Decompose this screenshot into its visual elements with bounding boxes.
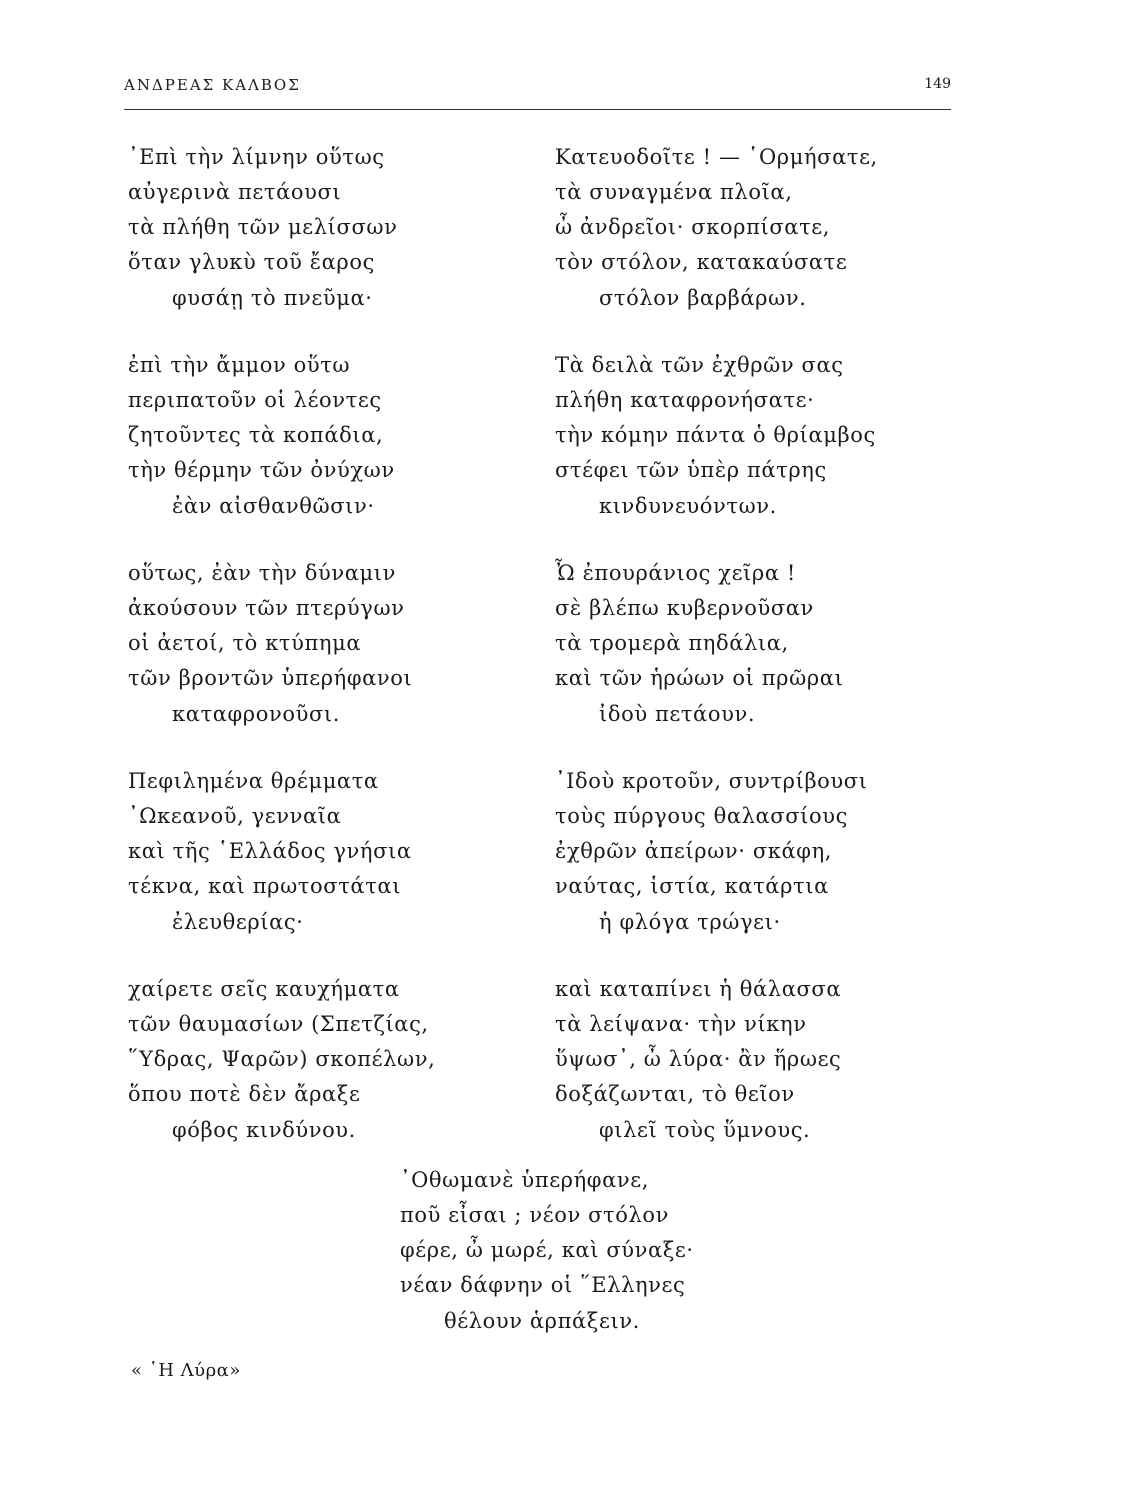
- verse-line: ζητοῦντες τὰ κοπάδια,: [128, 423, 384, 447]
- verse-line: καὶ τῶν ἡρώων οἱ πρῶραι: [555, 666, 844, 690]
- header-rule: [124, 109, 951, 110]
- page-header: [124, 76, 951, 116]
- stanza: [555, 145, 975, 353]
- verse-line: φυσάῃ τὸ πνεῦμα·: [172, 286, 373, 310]
- verse-line: καὶ καταπίνει ἡ θάλασσα: [555, 977, 842, 1001]
- verse-line: περιπατοῦν οἱ λέοντες: [128, 388, 382, 412]
- verse-line: ἐχθρῶν ἀπείρων· σκάφη,: [555, 839, 833, 863]
- verse-line: νέαν δάφνην οἱ ῞Ελληνες: [400, 1273, 686, 1297]
- verse-line: τῶν βροντῶν ὑπερήφανοι: [128, 666, 413, 690]
- verse-line: τῶν θαυμασίων (Σπετζίας,: [128, 1012, 429, 1036]
- verse-line: χαίρετε σεῖς καυχήματα: [128, 977, 400, 1001]
- verse-line: οἱ ἀετοί, τὸ κτύπημα: [128, 631, 362, 655]
- verse-line: τὰ λείψανα· τὴν νίκην: [555, 1012, 807, 1036]
- stanza: [128, 769, 568, 977]
- verse-line: Πεφιλημένα θρέμματα: [128, 769, 379, 793]
- verse-line: φέρε, ὦ μωρέ, καὶ σύναξε·: [400, 1238, 694, 1262]
- verse-line: στέφει τῶν ὑπὲρ πάτρης: [555, 458, 827, 482]
- verse-line: καταφρονοῦσι.: [172, 702, 341, 726]
- right-column: [555, 145, 975, 1185]
- verse-line: ὦ ἀνδρεῖοι· σκορπίσατε,: [555, 215, 831, 239]
- verse-line: ἐλευθερίας·: [172, 910, 304, 934]
- verse-line: ἐπὶ τὴν ἄμμον οὕτω: [128, 353, 351, 377]
- verse-line: τὰ συναγμένα πλοῖα,: [555, 180, 793, 204]
- source-note: « ῾Η Λύρα»: [131, 1360, 241, 1381]
- verse-line: ᾿Ιδοὺ κροτοῦν, συντρίβουσι: [555, 769, 868, 793]
- verse-line: ἡ φλόγα τρώγει·: [599, 910, 781, 934]
- stanza: [128, 977, 568, 1185]
- verse-line: τὰ τρομερὰ πηδάλια,: [555, 631, 789, 655]
- verse-line: ὅπου ποτὲ δὲν ἄραξε: [128, 1082, 361, 1106]
- verse-line: ἰδοὺ πετάουν.: [599, 702, 756, 726]
- verse-line: ᾿Ωκεανοῦ, γενναῖα: [128, 804, 342, 828]
- verse-line: σὲ βλέπω κυβερνοῦσαν: [555, 596, 814, 620]
- verse-line: τὸν στόλον, κατακαύσατε: [555, 250, 848, 274]
- verse-line: φιλεῖ τοὺς ὕμνους.: [599, 1118, 811, 1142]
- verse-line: ὅταν γλυκὺ τοῦ ἔαρος: [128, 250, 375, 274]
- verse-line: Τὰ δειλὰ τῶν ἐχθρῶν σας: [555, 353, 844, 377]
- stanza: [128, 561, 568, 769]
- stanza: [128, 145, 568, 353]
- stanza: [555, 977, 975, 1185]
- verse-line: τὴν θέρμην τῶν ὀνύχων: [128, 458, 395, 482]
- page-number: 149: [924, 76, 951, 92]
- verse-line: Κατευοδοῖτε ! — ῾Ορμήσατε,: [555, 145, 878, 169]
- verse-line: τὴν κόμην πάντα ὁ θρίαμβος: [555, 423, 876, 447]
- stanza: [555, 353, 975, 561]
- verse-line: Ὦ ἐπουράνιος χεῖρα !: [555, 561, 796, 585]
- verse-line: ᾿Επὶ τὴν λίμνην οὕτως: [128, 145, 385, 169]
- final-stanza: [400, 1168, 730, 1348]
- running-head: ΑΝΔΡΕΑΣ ΚΑΛΒΟΣ: [124, 76, 301, 94]
- verse-line: τέκνα, καὶ πρωτοστάται: [128, 874, 402, 898]
- stanza: [555, 769, 975, 977]
- verse-line: καὶ τῆς ῾Ελλάδος γνήσια: [128, 839, 412, 863]
- verse-line: τοὺς πύργους θαλασσίους: [555, 804, 848, 828]
- verse-line: ὕψωσ᾿, ὦ λύρα· ἂν ἥρωες: [555, 1047, 842, 1071]
- verse-line: φόβος κινδύνου.: [172, 1118, 356, 1142]
- verse-line: πλήθη καταφρονήσατε·: [555, 388, 815, 412]
- verse-line: κινδυνευόντων.: [599, 494, 777, 518]
- verse-line: ῞Υδρας, Ψαρῶν) σκοπέλων,: [128, 1047, 436, 1071]
- verse-line: ἐὰν αἰσθανθῶσιν·: [172, 494, 375, 518]
- stanza: [128, 353, 568, 561]
- verse-line: ἀκούσουν τῶν πτερύγων: [128, 596, 405, 620]
- verse-line: στόλον βαρβάρων.: [599, 286, 807, 310]
- verse-line: οὕτως, ἐὰν τὴν δύναμιν: [128, 561, 396, 585]
- verse-line: ᾿Οθωμανὲ ὑπερήφανε,: [400, 1168, 650, 1192]
- verse-line: ναύτας, ἱστία, κατάρτια: [555, 874, 829, 898]
- stanza: [555, 561, 975, 769]
- verse-line: θέλουν ἁρπάξειν.: [444, 1309, 640, 1333]
- left-column: [128, 145, 568, 1185]
- verse-line: τὰ πλήθη τῶν μελίσσων: [128, 215, 398, 239]
- verse-line: αὐγερινὰ πετάουσι: [128, 180, 342, 204]
- verse-line: δοξάζωνται, τὸ θεῖον: [555, 1082, 795, 1106]
- verse-line: ποῦ εἶσαι ; νέον στόλον: [400, 1203, 670, 1227]
